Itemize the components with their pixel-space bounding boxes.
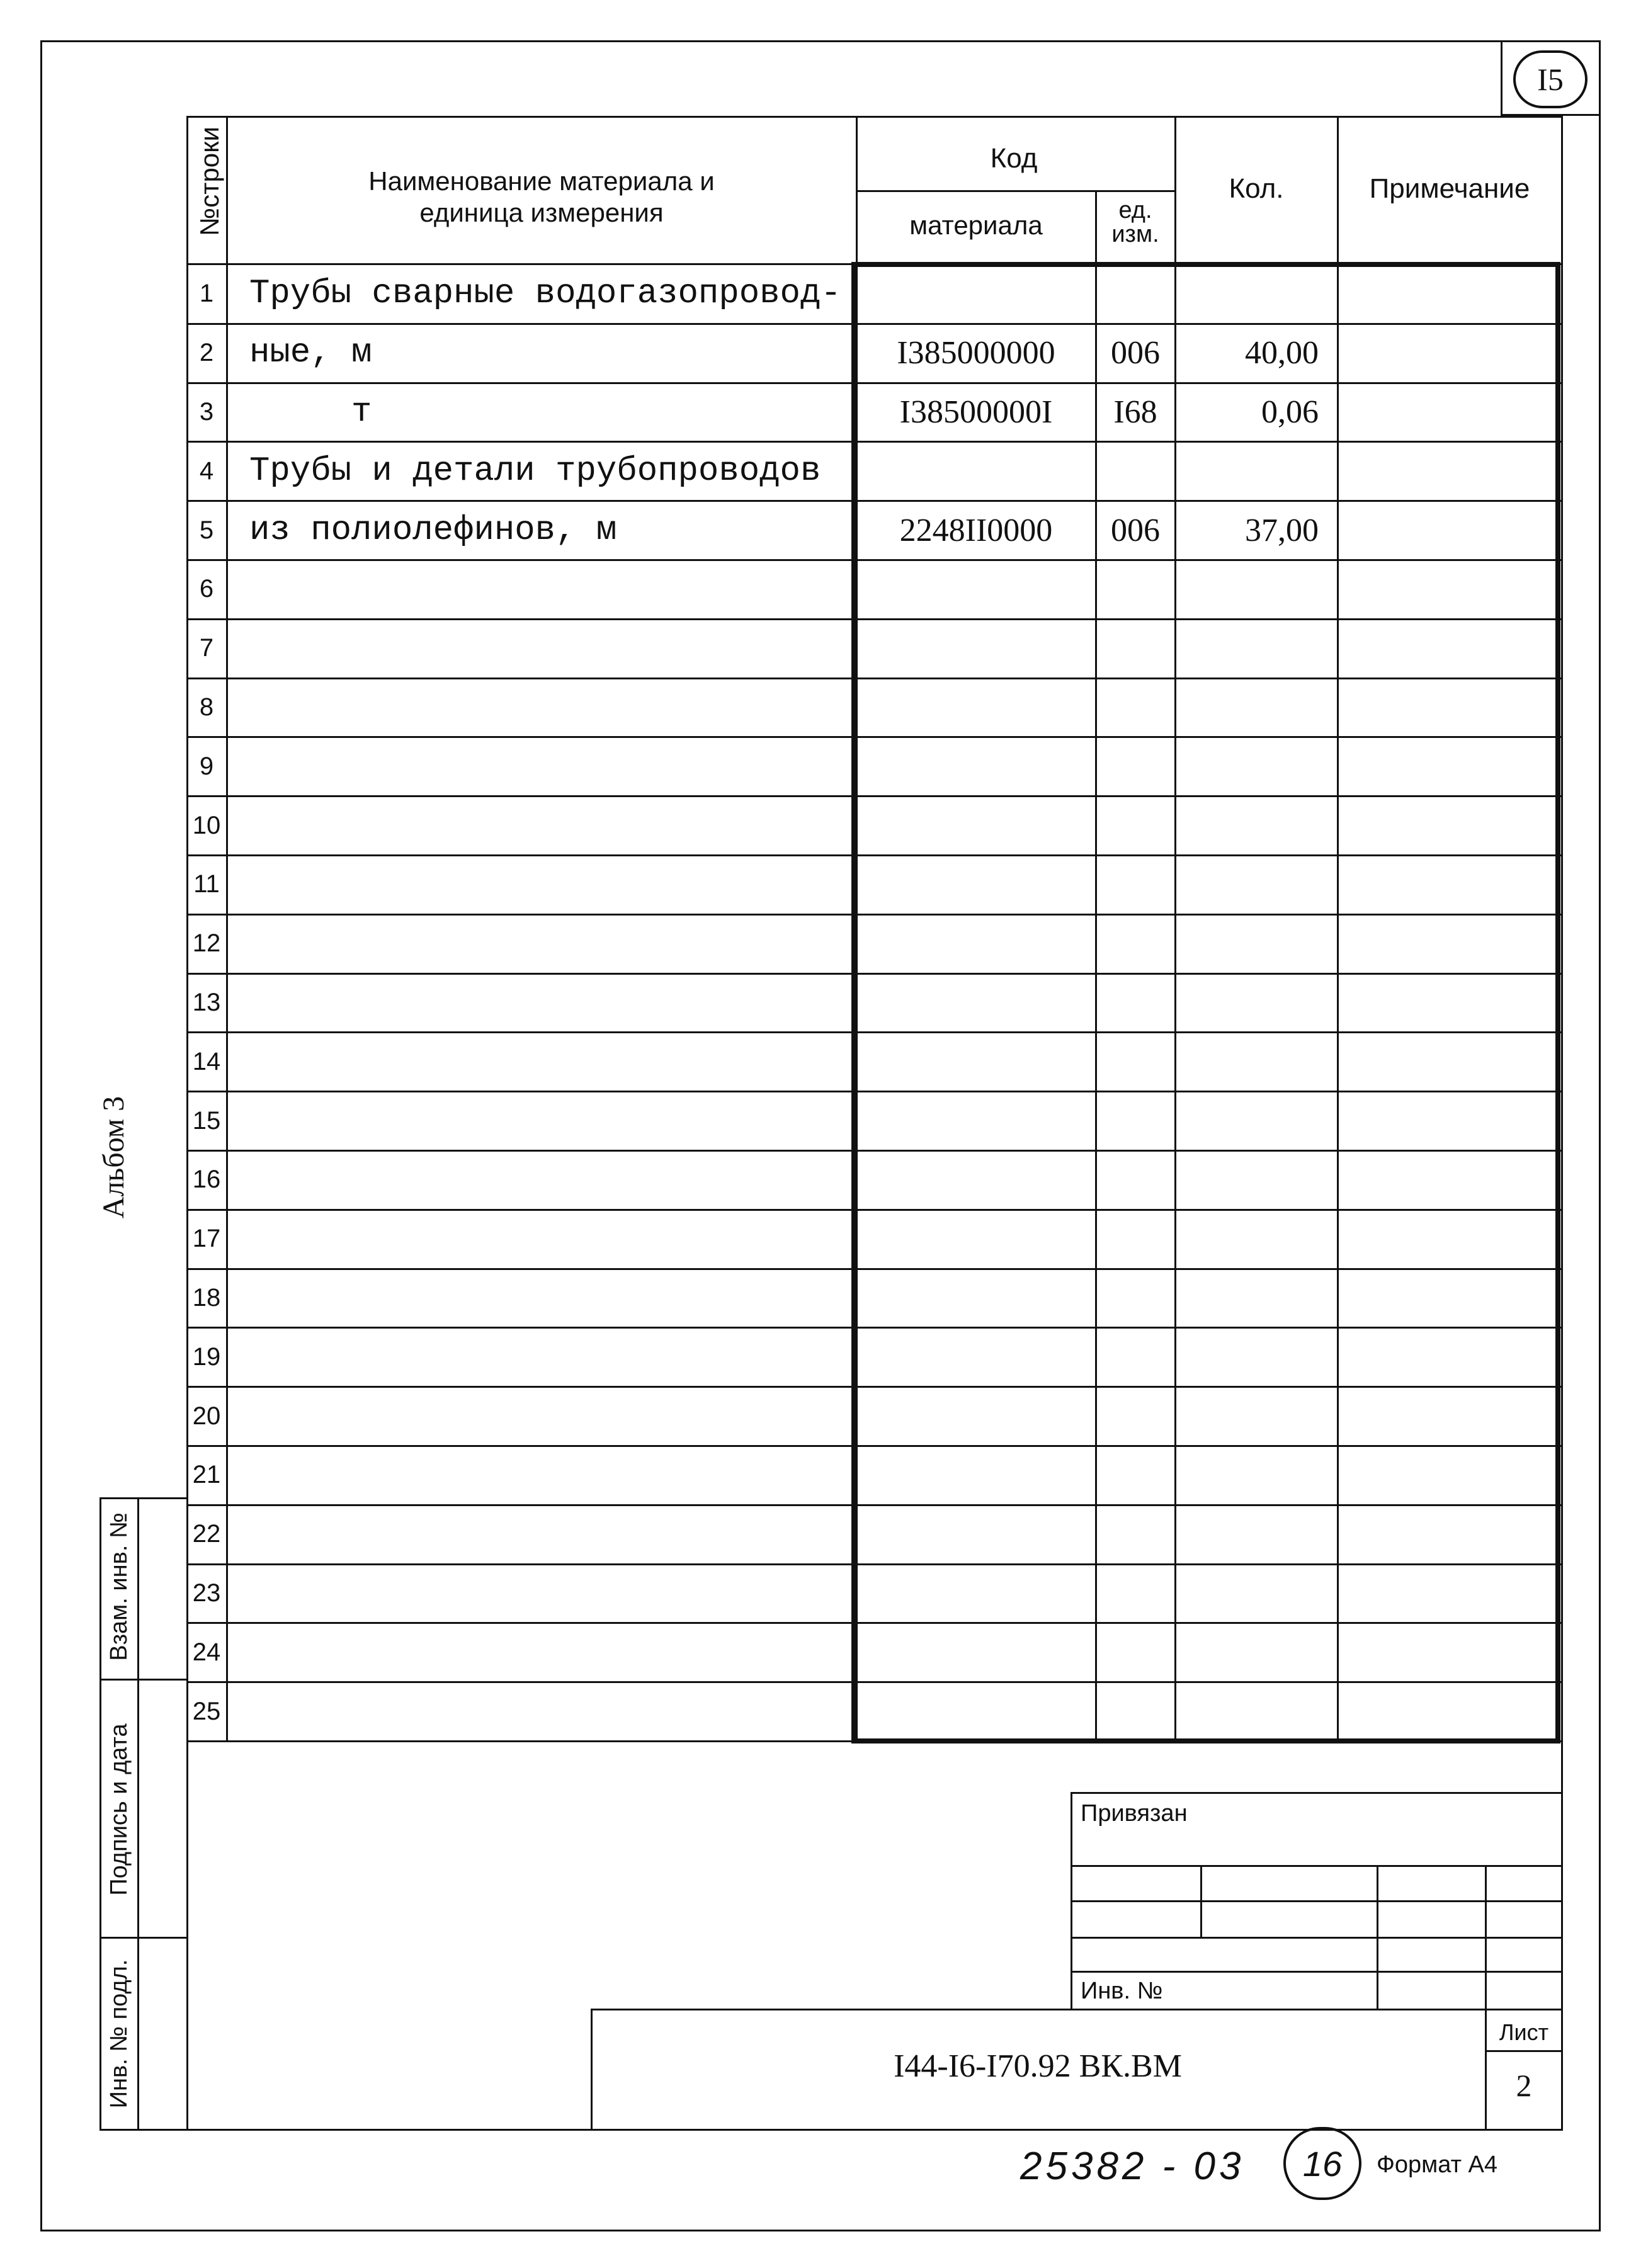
row-number: 23 bbox=[192, 1579, 221, 1607]
unit-code bbox=[1096, 1623, 1175, 1682]
unit-code-header-line1: ед. bbox=[1118, 196, 1152, 224]
material-name: ные, м bbox=[249, 334, 372, 373]
unit-code bbox=[1096, 1210, 1175, 1269]
quantity bbox=[1175, 560, 1319, 619]
material-name bbox=[249, 1564, 854, 1623]
row-number: 5 bbox=[199, 516, 214, 544]
unit-code bbox=[1096, 619, 1175, 678]
material-name bbox=[249, 973, 854, 1033]
row-number: 19 bbox=[192, 1342, 221, 1371]
row-number: 8 bbox=[199, 693, 214, 721]
document-code: I44-I6-I70.92 ВК.ВМ bbox=[894, 2048, 1182, 2084]
material-name bbox=[249, 1623, 854, 1682]
material-code bbox=[856, 619, 1096, 678]
name-header-line1: Наименование материала и bbox=[368, 166, 715, 196]
unit-code: 006 bbox=[1111, 335, 1160, 371]
material-code bbox=[856, 560, 1096, 619]
unit-code bbox=[1096, 1386, 1175, 1446]
note bbox=[1350, 678, 1557, 737]
row-number: 14 bbox=[192, 1047, 221, 1075]
material-code bbox=[856, 1269, 1096, 1328]
note bbox=[1350, 1564, 1557, 1623]
format-label: Формат А4 bbox=[1377, 2151, 1498, 2178]
quantity-header: Кол. bbox=[1229, 173, 1284, 204]
privyazan-line2 bbox=[1071, 1900, 1563, 1902]
material-code bbox=[856, 973, 1096, 1033]
privyazan-line3 bbox=[1071, 1937, 1563, 1939]
quantity bbox=[1175, 1505, 1319, 1564]
material-code bbox=[856, 1682, 1096, 1741]
row-number: 1 bbox=[199, 280, 214, 308]
unit-code bbox=[1096, 678, 1175, 737]
unit-code bbox=[1096, 973, 1175, 1033]
material-name bbox=[249, 1386, 854, 1446]
material-code bbox=[856, 737, 1096, 796]
note bbox=[1350, 1327, 1557, 1386]
material-code bbox=[856, 1150, 1096, 1210]
name-header-line2: единица измерения bbox=[419, 198, 664, 227]
material-name: Трубы сварные водогазопровод- bbox=[249, 275, 841, 314]
note bbox=[1350, 619, 1557, 678]
note bbox=[1350, 1210, 1557, 1269]
quantity bbox=[1175, 914, 1319, 973]
row-number: 12 bbox=[192, 929, 221, 958]
sheet-badge: I5 bbox=[1513, 50, 1588, 108]
privyazan-label: Привязан bbox=[1081, 1800, 1188, 1827]
material-name bbox=[249, 560, 854, 619]
unit-code bbox=[1096, 1269, 1175, 1328]
material-name bbox=[249, 1505, 854, 1564]
row-number: 18 bbox=[192, 1283, 221, 1312]
note bbox=[1350, 1091, 1557, 1150]
material-code bbox=[856, 1091, 1096, 1150]
note bbox=[1350, 264, 1557, 324]
row-number: 24 bbox=[192, 1638, 221, 1666]
signature-date-label: Подпись и дата bbox=[105, 1723, 132, 1896]
sheet-label: Лист bbox=[1499, 2019, 1549, 2045]
quantity bbox=[1175, 1210, 1319, 1269]
material-code bbox=[856, 796, 1096, 855]
material-name bbox=[249, 619, 854, 678]
privyazan-col2 bbox=[1377, 1865, 1378, 2009]
material-name bbox=[249, 796, 854, 855]
material-name bbox=[249, 1091, 854, 1150]
quantity bbox=[1175, 973, 1319, 1033]
material-code bbox=[856, 914, 1096, 973]
quantity bbox=[1175, 1091, 1319, 1150]
note bbox=[1350, 1505, 1557, 1564]
material-code bbox=[856, 1623, 1096, 1682]
note bbox=[1350, 1032, 1557, 1091]
privyazan-line1 bbox=[1071, 1865, 1563, 1867]
quantity bbox=[1175, 1032, 1319, 1091]
side-strip-divider bbox=[137, 1497, 139, 2131]
note bbox=[1350, 914, 1557, 973]
note-header: Примечание bbox=[1369, 173, 1530, 204]
row-number: 7 bbox=[199, 634, 214, 662]
row-number: 6 bbox=[199, 575, 214, 603]
material-name bbox=[249, 1327, 854, 1386]
unit-code bbox=[1096, 264, 1175, 324]
note bbox=[1350, 501, 1557, 560]
unit-code bbox=[1096, 560, 1175, 619]
row-number-header: №строки bbox=[195, 127, 224, 236]
quantity bbox=[1175, 1269, 1319, 1328]
row-number: 15 bbox=[192, 1106, 221, 1135]
quantity bbox=[1175, 264, 1319, 324]
unit-code bbox=[1096, 1505, 1175, 1564]
unit-code bbox=[1096, 796, 1175, 855]
row-number: 10 bbox=[192, 811, 221, 839]
quantity: 37,00 bbox=[1245, 512, 1319, 548]
material-code bbox=[856, 1032, 1096, 1091]
material-code bbox=[856, 264, 1096, 324]
note bbox=[1350, 855, 1557, 914]
row-number: 13 bbox=[192, 988, 221, 1016]
note bbox=[1350, 1150, 1557, 1210]
unit-code bbox=[1096, 914, 1175, 973]
archive-stamp: 25382 - 03 bbox=[1020, 2144, 1245, 2188]
material-code bbox=[856, 1210, 1096, 1269]
material-name bbox=[249, 1682, 854, 1741]
unit-code bbox=[1096, 1032, 1175, 1091]
unit-code bbox=[1096, 855, 1175, 914]
quantity bbox=[1175, 855, 1319, 914]
privyazan-line4 bbox=[1071, 1971, 1563, 1973]
unit-code bbox=[1096, 441, 1175, 501]
row-number: 17 bbox=[192, 1225, 221, 1253]
material-name: т bbox=[249, 392, 372, 431]
material-name bbox=[249, 1269, 854, 1328]
vzam-inv-label: Взам. инв. № bbox=[105, 1512, 132, 1661]
quantity bbox=[1175, 619, 1319, 678]
note bbox=[1350, 796, 1557, 855]
quantity bbox=[1175, 1327, 1319, 1386]
code-header-divider bbox=[856, 190, 1175, 192]
material-name: Трубы и детали трубопроводов bbox=[249, 451, 821, 490]
material-code bbox=[856, 441, 1096, 501]
material-code bbox=[856, 1327, 1096, 1386]
material-name bbox=[249, 1210, 854, 1269]
quantity bbox=[1175, 1386, 1319, 1446]
note bbox=[1350, 560, 1557, 619]
material-code-header: материала bbox=[909, 210, 1043, 240]
material-code bbox=[856, 1505, 1096, 1564]
quantity bbox=[1175, 1623, 1319, 1682]
quantity bbox=[1175, 1446, 1319, 1505]
row-number: 3 bbox=[199, 397, 214, 426]
note bbox=[1350, 1446, 1557, 1505]
privyazan-col3 bbox=[1485, 1865, 1487, 2009]
album-label: Альбом 3 bbox=[96, 1096, 130, 1219]
code-header: Код bbox=[990, 143, 1038, 174]
unit-code bbox=[1096, 1327, 1175, 1386]
note bbox=[1350, 324, 1557, 383]
row-number: 21 bbox=[192, 1461, 221, 1489]
sheet-number: 2 bbox=[1516, 2068, 1532, 2103]
sheet-label-line bbox=[1485, 2050, 1563, 2052]
material-code bbox=[856, 1564, 1096, 1623]
material-code: I38500000I bbox=[899, 394, 1053, 430]
quantity bbox=[1175, 1564, 1319, 1623]
material-name bbox=[249, 914, 854, 973]
quantity bbox=[1175, 678, 1319, 737]
note bbox=[1350, 1623, 1557, 1682]
quantity: 0,06 bbox=[1261, 394, 1319, 430]
row-number: 2 bbox=[199, 339, 214, 367]
note bbox=[1350, 383, 1557, 442]
quantity bbox=[1175, 1682, 1319, 1741]
row-number: 9 bbox=[199, 752, 214, 780]
unit-code-header-line2: изм. bbox=[1111, 220, 1159, 247]
material-name bbox=[249, 678, 854, 737]
row-number: 20 bbox=[192, 1402, 221, 1430]
note bbox=[1350, 441, 1557, 501]
material-name bbox=[249, 1150, 854, 1210]
quantity bbox=[1175, 796, 1319, 855]
note bbox=[1350, 973, 1557, 1033]
note bbox=[1350, 1269, 1557, 1328]
quantity bbox=[1175, 1150, 1319, 1210]
material-name: из полиолефинов, м bbox=[249, 511, 617, 550]
unit-code: I68 bbox=[1113, 394, 1157, 430]
row-number: 16 bbox=[192, 1165, 221, 1194]
material-code: 2248II0000 bbox=[899, 512, 1053, 548]
unit-code bbox=[1096, 1091, 1175, 1150]
unit-code bbox=[1096, 1682, 1175, 1741]
inv-no-label: Инв. № bbox=[1081, 1977, 1163, 2004]
inv-podl-label: Инв. № подл. bbox=[105, 1959, 132, 2109]
note bbox=[1350, 737, 1557, 796]
material-code: I385000000 bbox=[897, 335, 1055, 371]
note bbox=[1350, 1682, 1557, 1741]
note bbox=[1350, 1386, 1557, 1446]
unit-code bbox=[1096, 1150, 1175, 1210]
row-number: 4 bbox=[199, 456, 214, 485]
side-strip-line1 bbox=[99, 1679, 188, 1681]
material-code bbox=[856, 1446, 1096, 1505]
row-number: 22 bbox=[192, 1520, 221, 1548]
unit-code bbox=[1096, 1446, 1175, 1505]
material-name bbox=[249, 737, 854, 796]
material-name bbox=[249, 1446, 854, 1505]
unit-code bbox=[1096, 737, 1175, 796]
material-name bbox=[249, 855, 854, 914]
quantity bbox=[1175, 441, 1319, 501]
row-number: 11 bbox=[193, 870, 220, 899]
privyazan-col1 bbox=[1200, 1865, 1202, 1937]
material-code bbox=[856, 855, 1096, 914]
material-code bbox=[856, 678, 1096, 737]
unit-code bbox=[1096, 1564, 1175, 1623]
circled-number: 16 bbox=[1283, 2127, 1361, 2200]
unit-code: 006 bbox=[1111, 512, 1160, 548]
quantity bbox=[1175, 737, 1319, 796]
quantity: 40,00 bbox=[1245, 335, 1319, 371]
material-code bbox=[856, 1386, 1096, 1446]
row-number: 25 bbox=[192, 1697, 221, 1725]
material-name bbox=[249, 1032, 854, 1091]
